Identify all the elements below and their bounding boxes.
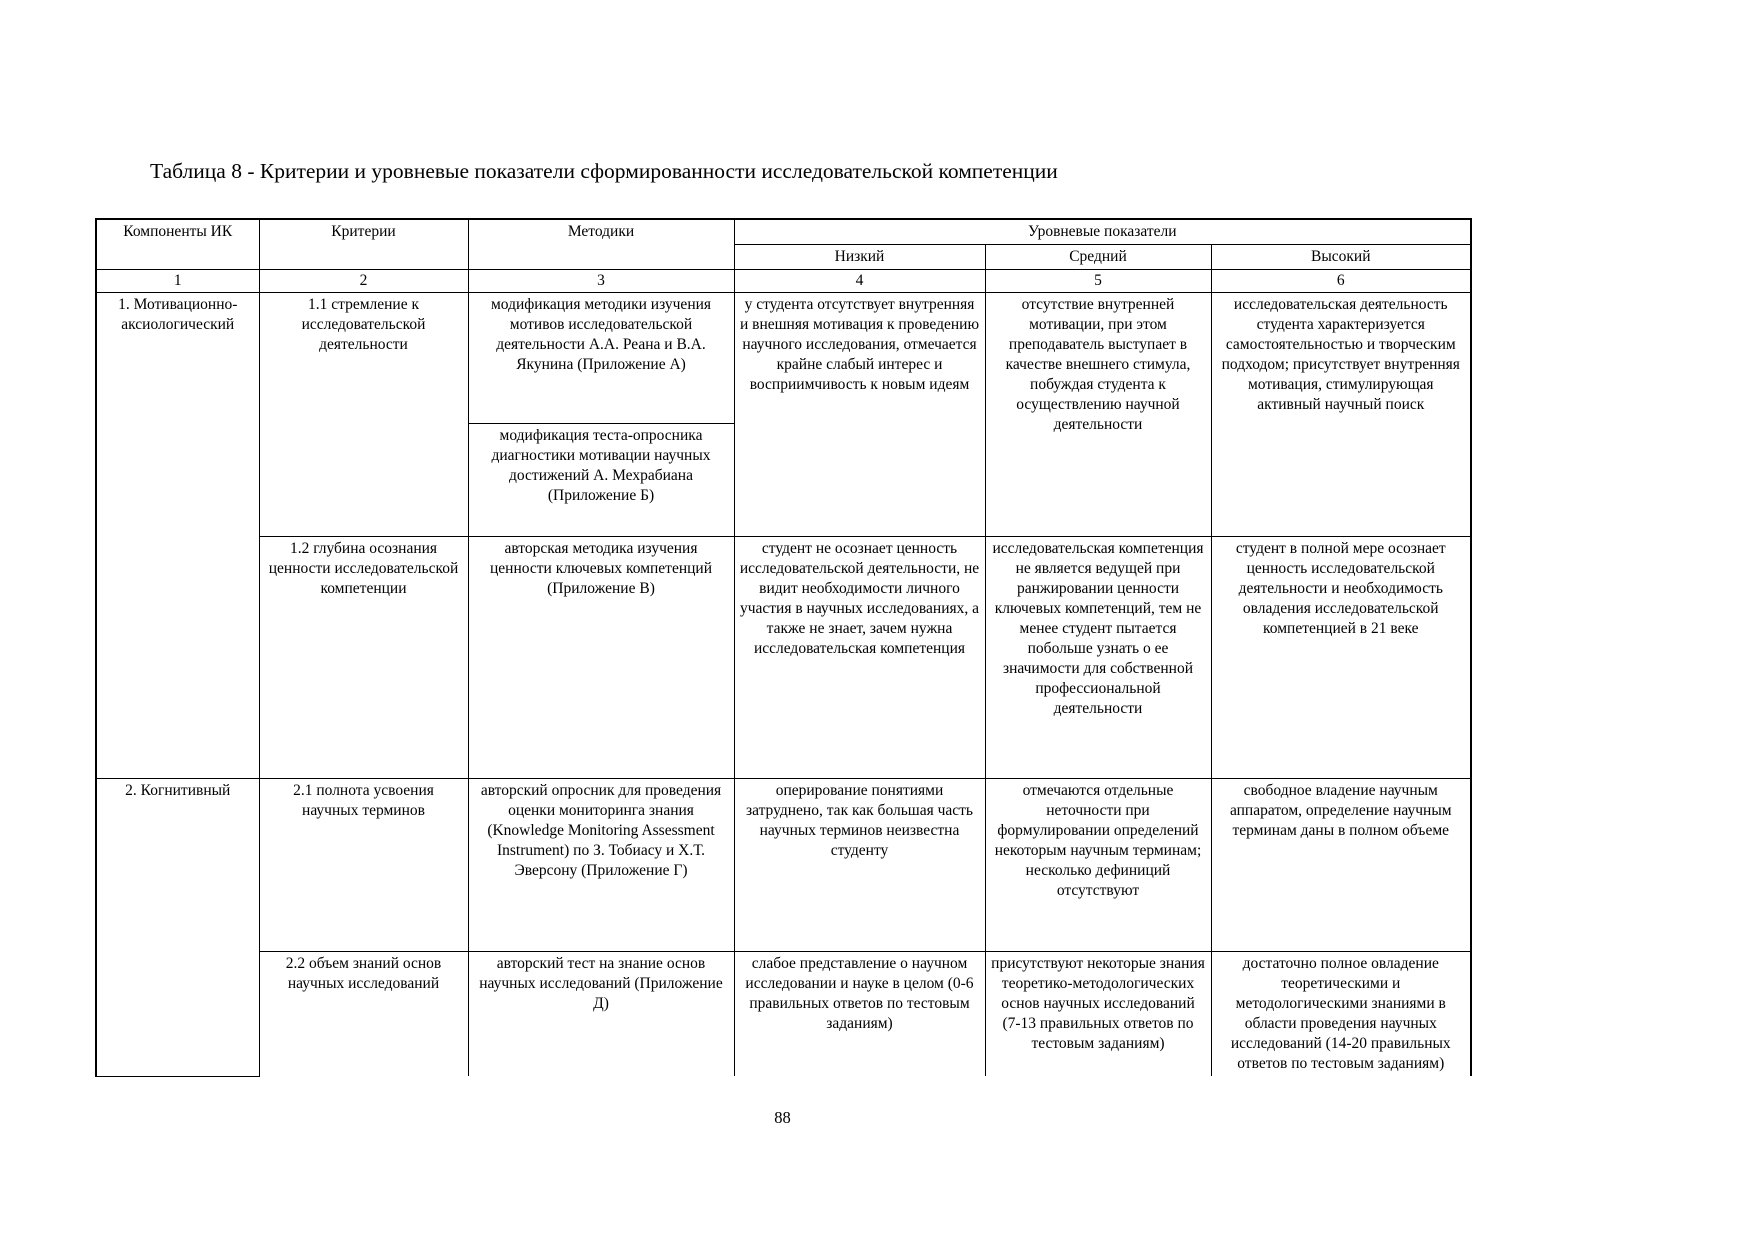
row-1-2	[96, 537, 1471, 779]
cell-level-mid-1-1: отсутствие внутренней мотивации, при этом преподаватель выступает в качестве внешнего стимула, побуждая студента к осуществлению научной деятельности	[985, 293, 1211, 537]
cell-criterion-1-1: 1.1 стремление к исследовательской деятельности	[259, 293, 468, 537]
cell-level-high-1-2: студент в полной мере осознает ценность исследовательской деятельности и необходимость овладения исследовательской компетенцией в 21 веке	[1211, 537, 1471, 779]
column-number-4: 4	[734, 270, 985, 293]
header-row-groups	[96, 219, 1471, 245]
header-level-indicators: Уровневые показатели	[734, 219, 1471, 245]
row-2-2	[96, 952, 1471, 1077]
cell-method-1-1-a: модификация методики изучения мотивов исследовательской деятельности А.А. Реана и В.А. Якунина (Приложение А)	[468, 293, 734, 424]
cell-level-mid-2-2: присутствуют некоторые знания теоретико-методологических основ научных исследований (7-13 правильных ответов по тестовым заданиям)	[985, 952, 1211, 1077]
cell-method-1-1-b: модификация теста-опросника диагностики мотивации научных достижений А. Мехрабиана (Приложение Б)	[468, 424, 734, 537]
header-level-high: Высокий	[1211, 245, 1471, 270]
cell-criterion-2-2: 2.2 объем знаний основ научных исследований	[259, 952, 468, 1077]
column-number-2: 2	[259, 270, 468, 293]
column-number-6: 6	[1211, 270, 1471, 293]
cell-criterion-1-2: 1.2 глубина осознания ценности исследовательской компетенции	[259, 537, 468, 779]
criteria-levels-table	[95, 218, 1472, 1077]
header-criteria: Критерии	[259, 219, 468, 270]
cell-level-low-1-1: у студента отсутствует внутренняя и внешняя мотивация к проведению научного исследования, отмечается крайне слабый интерес и восприимчивость к новым идеям	[734, 293, 985, 537]
cell-component-motivational: 1. Мотивационно-аксиологический	[96, 293, 259, 779]
page-number: 88	[774, 1108, 791, 1127]
cell-level-high-2-2: достаточно полное овладение теоретическими и методологическими знаниями в области проведения научных исследований (14-20 правильных ответов по тестовым заданиям)	[1211, 952, 1471, 1077]
cell-component-cognitive: 2. Когнитивный	[96, 779, 259, 1077]
cell-method-1-2: авторская методика изучения ценности ключевых компетенций (Приложение В)	[468, 537, 734, 779]
cell-level-low-2-1: оперирование понятиями затруднено, так как большая часть научных терминов неизвестна студенту	[734, 779, 985, 952]
cell-method-2-1: авторский опросник для проведения оценки мониторинга знания (Knowledge Monitoring Assessment Instrument) по З. Тобиасу и Х.Т. Эверсону (Приложение Г)	[468, 779, 734, 952]
header-level-mid: Средний	[985, 245, 1211, 270]
header-level-low: Низкий	[734, 245, 985, 270]
column-number-5: 5	[985, 270, 1211, 293]
cell-method-2-2: авторский тест на знание основ научных исследований (Приложение Д)	[468, 952, 734, 1077]
row-1-1-method-a	[96, 293, 1471, 424]
table-caption: Таблица 8 - Критерии и уровневые показатели сформированности исследовательской компетенции	[150, 159, 1058, 183]
cell-level-high-2-1: свободное владение научным аппаратом, определение научным терминам даны в полном объеме	[1211, 779, 1471, 952]
cell-level-low-1-2: студент не осознает ценность исследовательской деятельности, не видит необходимости личного участия в научных исследованиях, а также не знает, зачем нужна исследовательская компетенция	[734, 537, 985, 779]
column-number-1: 1	[96, 270, 259, 293]
header-methods: Методики	[468, 219, 734, 270]
cell-criterion-2-1: 2.1 полнота усвоения научных терминов	[259, 779, 468, 952]
column-number-3: 3	[468, 270, 734, 293]
cell-level-mid-1-2: исследовательская компетенция не является ведущей при ранжировании ценности ключевых компетенций, тем не менее студент пытается побольше узнать о ее значимости для собственной профессиональной деятельности	[985, 537, 1211, 779]
row-2-1	[96, 779, 1471, 952]
column-number-row	[96, 270, 1471, 293]
cell-level-low-2-2: слабое представление о научном исследовании и науке в целом (0-6 правильных ответов по тестовым заданиям)	[734, 952, 985, 1077]
header-components: Компоненты ИК	[96, 219, 259, 270]
cell-level-high-1-1: исследовательская деятельность студента характеризуется самостоятельностью и творческим подходом; присутствует внутренняя мотивация, стимулирующая активный научный поиск	[1211, 293, 1471, 537]
cell-level-mid-2-1: отмечаются отдельные неточности при формулировании определений некоторым научным терминам; несколько дефиниций отсутствуют	[985, 779, 1211, 952]
